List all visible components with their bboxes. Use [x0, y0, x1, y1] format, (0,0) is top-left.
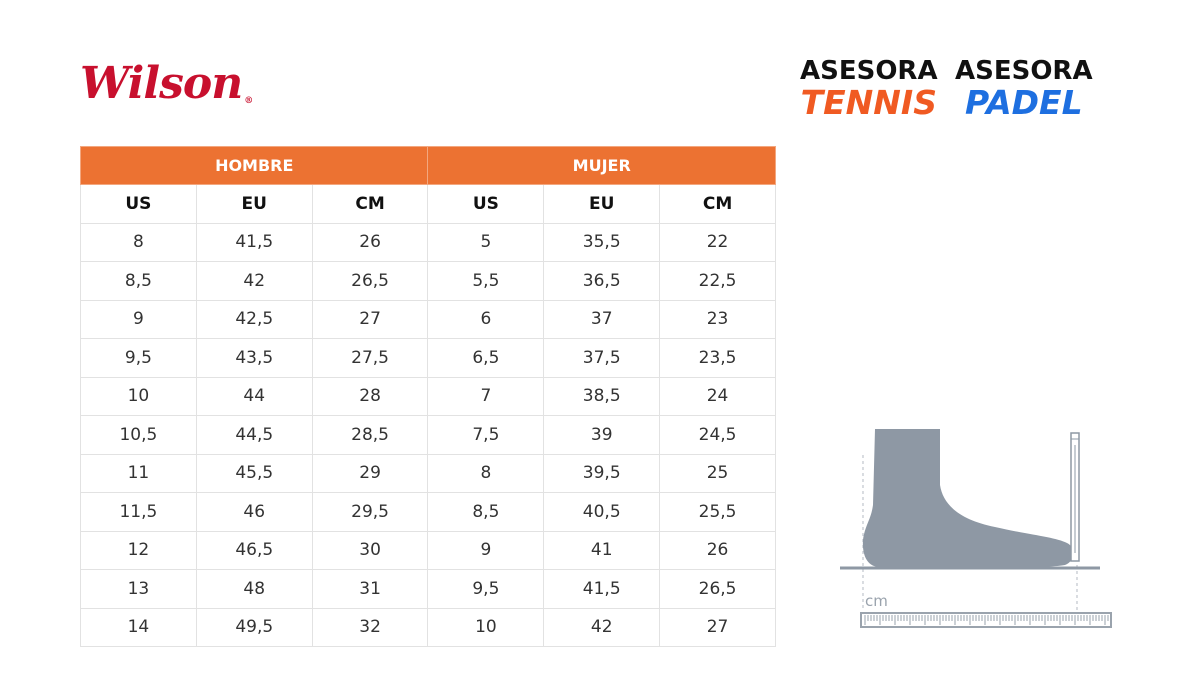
table-cell: 22 — [660, 223, 776, 262]
table-cell: 26,5 — [660, 570, 776, 609]
column-header: EU — [196, 185, 312, 224]
table-cell: 42 — [196, 262, 312, 301]
table-cell: 11,5 — [81, 493, 197, 532]
table-cell: 46,5 — [196, 531, 312, 570]
asesora-tennis-logo — [800, 56, 938, 122]
registered-mark-icon: ® — [244, 96, 253, 106]
table-cell: 14 — [81, 608, 197, 647]
table-cell: 7,5 — [428, 416, 544, 455]
table-cell: 13 — [81, 570, 197, 609]
table-cell: 28,5 — [312, 416, 428, 455]
size-chart-table — [80, 146, 776, 647]
asesora-tennis-top: ASESORA — [800, 56, 938, 86]
column-header: CM — [312, 185, 428, 224]
table-cell: 10,5 — [81, 416, 197, 455]
table-cell: 49,5 — [196, 608, 312, 647]
table-cell: 41 — [544, 531, 660, 570]
table-cell: 41,5 — [544, 570, 660, 609]
table-cell: 9 — [428, 531, 544, 570]
table-cell: 42,5 — [196, 300, 312, 339]
column-header: CM — [660, 185, 776, 224]
column-header: US — [81, 185, 197, 224]
table-cell: 42 — [544, 608, 660, 647]
asesora-padel-bottom: PADEL — [964, 83, 1083, 122]
table-cell: 10 — [428, 608, 544, 647]
table-cell: 40,5 — [544, 493, 660, 532]
table-cell: 28 — [312, 377, 428, 416]
group-header-hombre: HOMBRE — [81, 147, 428, 185]
table-cell: 26,5 — [312, 262, 428, 301]
table-cell: 25,5 — [660, 493, 776, 532]
table-cell: 8 — [428, 454, 544, 493]
table-cell: 39 — [544, 416, 660, 455]
table-row — [81, 377, 776, 416]
table-cell: 39,5 — [544, 454, 660, 493]
table-row — [81, 300, 776, 339]
table-cell: 7 — [428, 377, 544, 416]
table-row — [81, 416, 776, 455]
column-header-row — [81, 185, 776, 224]
table-cell: 43,5 — [196, 339, 312, 378]
table-cell: 29,5 — [312, 493, 428, 532]
table-cell: 6,5 — [428, 339, 544, 378]
table-row — [81, 339, 776, 378]
table-cell: 9,5 — [81, 339, 197, 378]
asesora-padel-top: ASESORA — [955, 56, 1093, 86]
table-cell: 6 — [428, 300, 544, 339]
table-row — [81, 493, 776, 532]
table-cell: 38,5 — [544, 377, 660, 416]
table-cell: 8,5 — [81, 262, 197, 301]
column-header: EU — [544, 185, 660, 224]
table-cell: 11 — [81, 454, 197, 493]
table-cell: 31 — [312, 570, 428, 609]
table-cell: 9 — [81, 300, 197, 339]
group-header-mujer: MUJER — [428, 147, 776, 185]
table-cell: 36,5 — [544, 262, 660, 301]
table-cell: 48 — [196, 570, 312, 609]
group-header-row — [81, 147, 776, 185]
table-cell: 27 — [312, 300, 428, 339]
wilson-logo — [80, 58, 253, 109]
table-cell: 32 — [312, 608, 428, 647]
table-cell: 44,5 — [196, 416, 312, 455]
table-cell: 26 — [312, 223, 428, 262]
table-row — [81, 454, 776, 493]
table-cell: 23,5 — [660, 339, 776, 378]
table-cell: 37,5 — [544, 339, 660, 378]
table-cell: 12 — [81, 531, 197, 570]
wilson-logo-text: Wilson — [80, 58, 243, 109]
table-cell: 8 — [81, 223, 197, 262]
table-cell: 30 — [312, 531, 428, 570]
table-cell: 24 — [660, 377, 776, 416]
table-cell: 8,5 — [428, 493, 544, 532]
table-cell: 44 — [196, 377, 312, 416]
table-cell: 22,5 — [660, 262, 776, 301]
asesora-padel-logo — [955, 56, 1093, 122]
table-row — [81, 262, 776, 301]
table-row — [81, 570, 776, 609]
table-row — [81, 223, 776, 262]
table-cell: 29 — [312, 454, 428, 493]
table-cell: 27 — [660, 608, 776, 647]
table-row — [81, 531, 776, 570]
table-cell: 45,5 — [196, 454, 312, 493]
table-cell: 41,5 — [196, 223, 312, 262]
table-cell: 37 — [544, 300, 660, 339]
table-cell: 26 — [660, 531, 776, 570]
table-cell: 25 — [660, 454, 776, 493]
table-cell: 5 — [428, 223, 544, 262]
table-cell: 5,5 — [428, 262, 544, 301]
cm-unit-label: cm — [865, 592, 888, 610]
table-cell: 24,5 — [660, 416, 776, 455]
table-cell: 10 — [81, 377, 197, 416]
table-cell: 23 — [660, 300, 776, 339]
table-row — [81, 608, 776, 647]
table-cell: 27,5 — [312, 339, 428, 378]
column-header: US — [428, 185, 544, 224]
table-cell: 9,5 — [428, 570, 544, 609]
size-chart-body — [81, 223, 776, 647]
asesora-tennis-bottom: TENNIS — [800, 83, 937, 122]
table-cell: 46 — [196, 493, 312, 532]
table-cell: 35,5 — [544, 223, 660, 262]
